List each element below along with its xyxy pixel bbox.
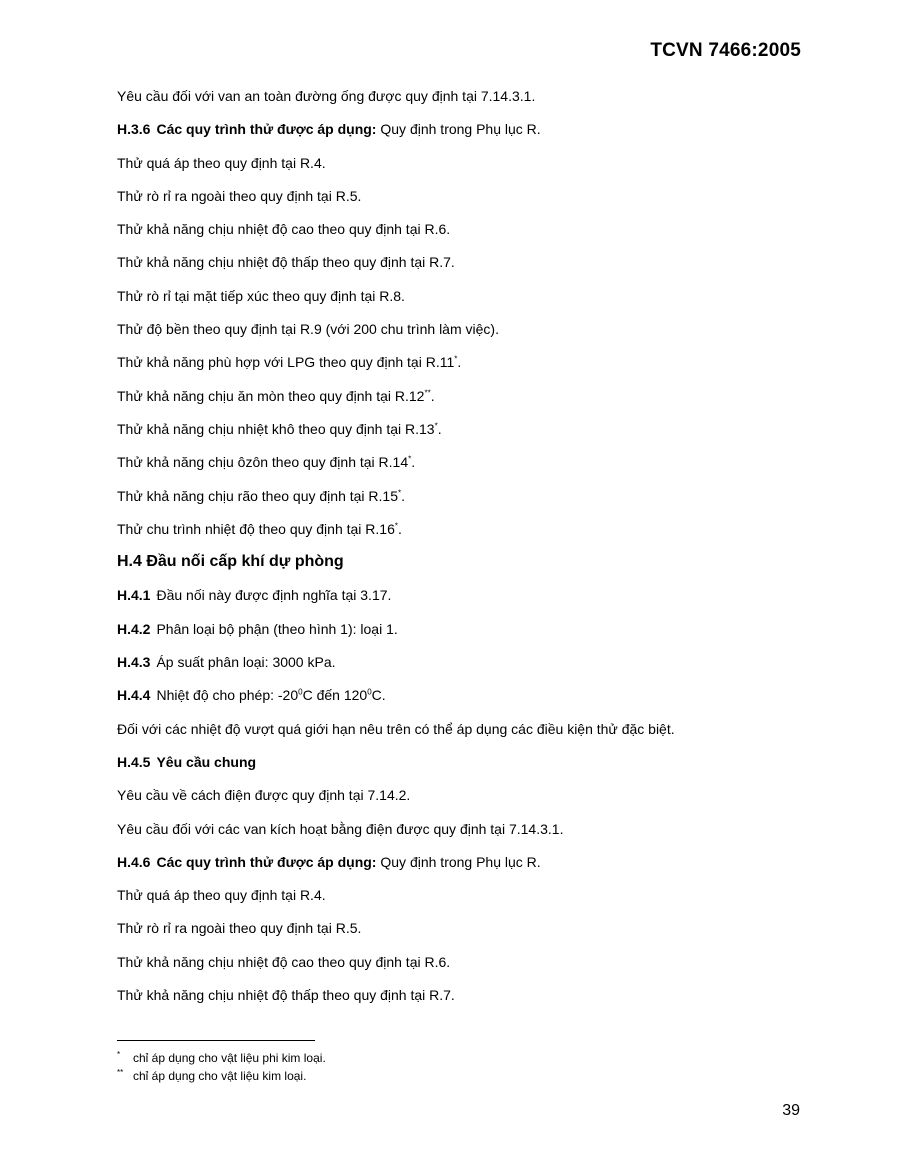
- clause-line: [117, 751, 797, 784]
- superscript: **: [424, 388, 431, 398]
- line-end: .: [411, 454, 416, 471]
- text-line: [117, 784, 797, 817]
- clause-number: H.4.1: [117, 587, 151, 604]
- clause-title: Các quy trình thử được áp dụng:: [156, 121, 377, 138]
- text-line: [117, 185, 797, 218]
- footnote-item: [117, 1049, 326, 1067]
- line-end: .: [437, 420, 442, 437]
- clause-number: H.3.6: [117, 121, 151, 138]
- clause-title: Các quy trình thử được áp dụng:: [156, 853, 377, 870]
- section-heading: [117, 551, 797, 584]
- text-line: [117, 884, 797, 917]
- text-line: [117, 152, 797, 185]
- line-text: Thử khả năng chịu rão theo quy định tại R.15: [117, 487, 398, 504]
- line-text: Đầu nối này được định nghĩa tại 3.17.: [156, 587, 392, 604]
- line-text: Thử khả năng chịu ăn mòn theo quy định tại R.12: [117, 387, 425, 404]
- line-text: Áp suất phân loại: 3000 kPa.: [156, 654, 336, 671]
- line-text: Quy định trong Phụ lục R.: [376, 853, 541, 870]
- line-text: Thử khả năng chịu nhiệt độ thấp theo quy định tại R.7.: [117, 254, 455, 271]
- page-number: 39: [782, 1102, 800, 1119]
- text-line: [117, 951, 797, 984]
- text-line: [117, 85, 797, 118]
- line-text: Quy định trong Phụ lục R.: [376, 121, 541, 138]
- line-text: Yêu cầu đối với các van kích hoạt bằng điện được quy định tại 7.14.3.1.: [117, 820, 564, 837]
- clause-line: [117, 618, 797, 651]
- text-line: [117, 285, 797, 318]
- footnote-text: chỉ áp dụng cho vật liệu phi kim loại.: [133, 1051, 326, 1065]
- footnotes: [117, 1049, 326, 1085]
- footnote-divider: [117, 1040, 315, 1041]
- superscript: 0: [298, 687, 303, 697]
- footnote-mark: *: [117, 1050, 121, 1059]
- line-text: Thử khả năng chịu nhiệt độ cao theo quy định tại R.6.: [117, 221, 451, 238]
- text-line: [117, 418, 797, 451]
- footnote-text: chỉ áp dụng cho vật liệu kim loại.: [133, 1069, 307, 1083]
- footnote-item: [117, 1067, 326, 1085]
- text-line: [117, 917, 797, 950]
- line-text: Thử khả năng chịu nhiệt độ cao theo quy định tại R.6.: [117, 953, 451, 970]
- text-line: [117, 518, 797, 551]
- superscript: *: [398, 487, 402, 497]
- line-text: Thử độ bền theo quy định tại R.9 (với 200 chu trình làm việc).: [117, 321, 499, 338]
- superscript: 0: [367, 687, 372, 697]
- clause-line: [117, 851, 797, 884]
- line-text: Phân loại bộ phận (theo hình 1): loại 1.: [156, 620, 398, 637]
- line-text: Thử quá áp theo quy định tại R.4.: [117, 154, 326, 171]
- clause-number: H.4.4: [117, 687, 151, 704]
- text-line: [117, 318, 797, 351]
- clause-number: H.4.6: [117, 853, 151, 870]
- document-body: [117, 85, 797, 1017]
- line-text: Thử rò rỉ ra ngoài theo quy định tại R.5.: [117, 187, 362, 204]
- line-text: Đối với các nhiệt độ vượt quá giới hạn nêu trên có thể áp dụng các điều kiện thử đặc biệt.: [117, 720, 675, 737]
- line-text: Thử khả năng chịu nhiệt khô theo quy định tại R.13: [117, 420, 435, 437]
- text-line: [117, 818, 797, 851]
- line-text: Nhiệt độ cho phép: -20: [156, 687, 299, 704]
- clause-line: [117, 118, 797, 151]
- text-line: [117, 485, 797, 518]
- line-end: .: [398, 520, 402, 537]
- line-end: .: [457, 354, 462, 371]
- line-text-continued: C đến 120: [302, 687, 368, 704]
- heading-text: H.4 Đầu nối cấp khí dự phòng: [117, 553, 344, 571]
- text-line: [117, 218, 797, 251]
- clause-number: H.4.5: [117, 753, 151, 770]
- line-text: Thử khả năng chịu ôzôn theo quy định tại R.14: [117, 454, 409, 471]
- document-code: TCVN 7466:2005: [650, 40, 801, 61]
- text-line: [117, 251, 797, 284]
- line-text: Thử rò rỉ ra ngoài theo quy định tại R.5.: [117, 920, 362, 937]
- line-text: Thử khả năng chịu nhiệt độ thấp theo quy định tại R.7.: [117, 987, 455, 1004]
- line-text: Thử quá áp theo quy định tại R.4.: [117, 887, 326, 904]
- line-text: Yêu cầu về cách điện được quy định tại 7.14.2.: [117, 787, 411, 804]
- line-text: Thử rò rỉ tại mặt tiếp xúc theo quy định tại R.8.: [117, 287, 405, 304]
- text-line: [117, 351, 797, 384]
- line-text: Thử chu trình nhiệt độ theo quy định tại R.16: [117, 520, 395, 537]
- line-end: C.: [371, 687, 386, 704]
- text-line: [117, 718, 797, 751]
- text-line: [117, 451, 797, 484]
- clause-line: [117, 651, 797, 684]
- text-line: [117, 984, 797, 1017]
- clause-number: H.4.3: [117, 654, 151, 671]
- superscript: *: [408, 454, 412, 464]
- line-end: .: [401, 487, 406, 504]
- clause-title: Yêu cầu chung: [156, 753, 257, 770]
- clause-line: [117, 684, 797, 717]
- line-text: Thử khả năng phù hợp với LPG theo quy định tại R.11: [117, 354, 455, 371]
- superscript: *: [394, 521, 399, 531]
- text-line: [117, 385, 797, 418]
- clause-line: [117, 584, 797, 617]
- superscript: *: [454, 354, 458, 364]
- line-end: .: [430, 387, 435, 404]
- clause-number: H.4.2: [117, 620, 151, 637]
- footnote-mark: **: [117, 1068, 124, 1077]
- superscript: *: [434, 421, 438, 431]
- line-text: Yêu cầu đối với van an toàn đường ống được quy định tại 7.14.3.1.: [117, 88, 536, 104]
